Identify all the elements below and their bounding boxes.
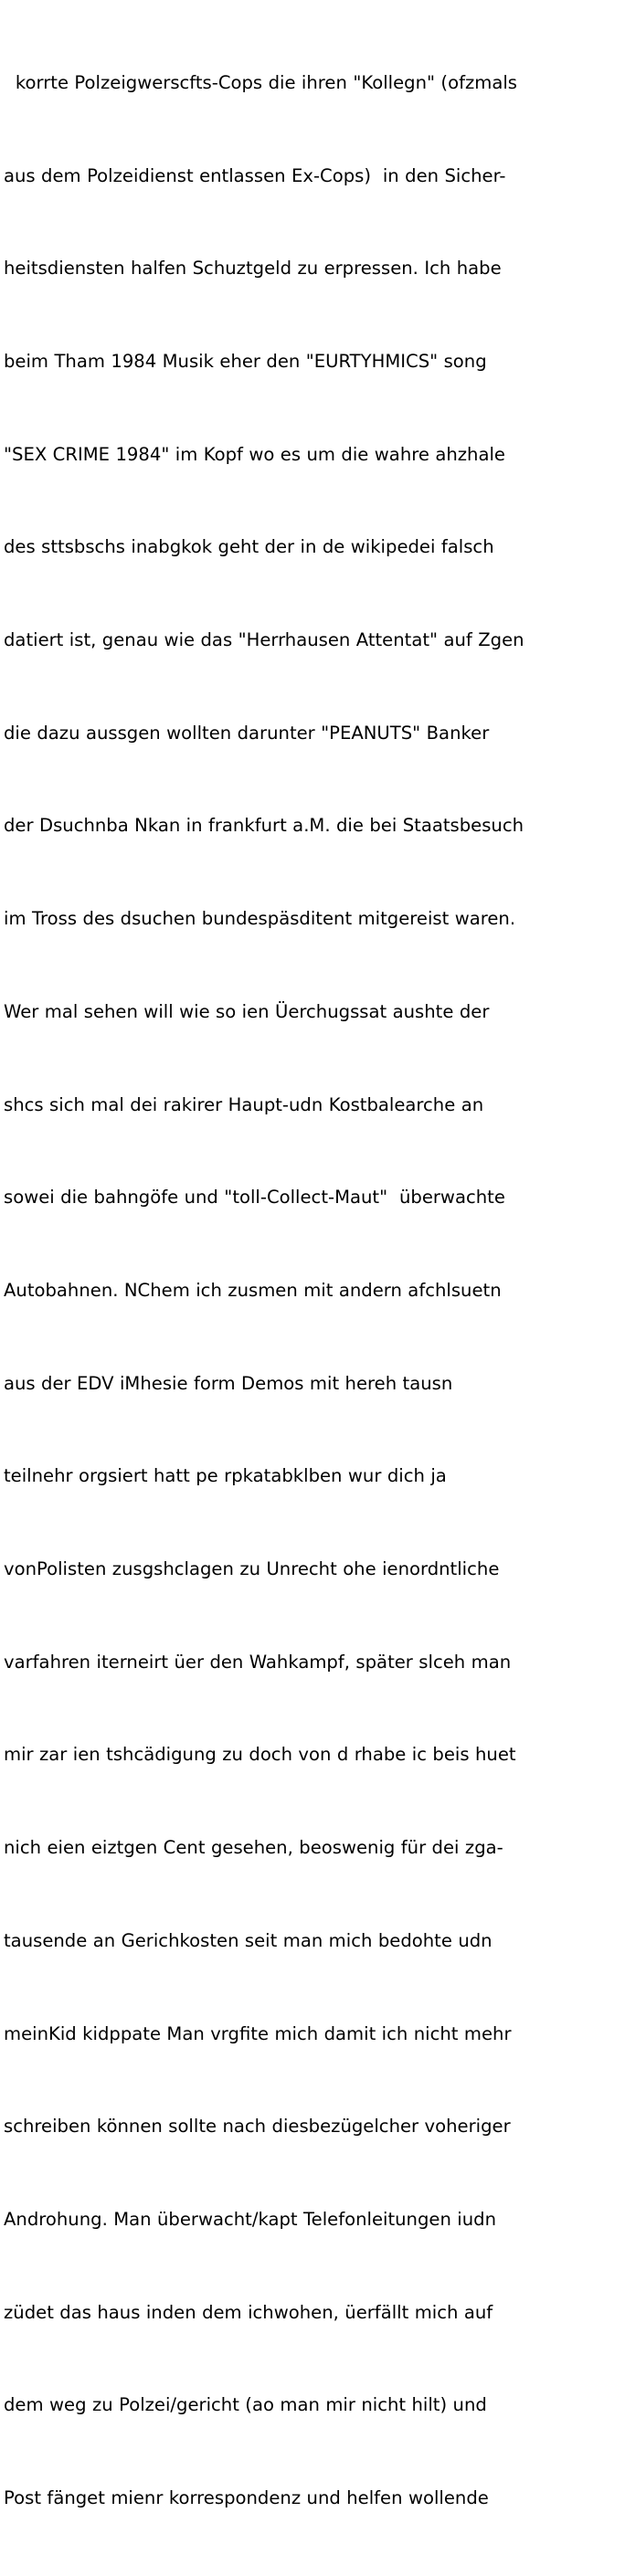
- text-line: Autobahnen. NChem ich zusmen mit andern afchlsuetn: [4, 1279, 502, 1301]
- text-line: mir zar ien tshcädigung zu doch von d rhabe ic beis huet: [4, 1744, 516, 1766]
- text-line: beim Tham 1984 Musik eher den "EURTYHMICS" song: [4, 350, 487, 372]
- text-line: des sttsbschs inabgkok geht der in de wikipedei falsch: [4, 536, 494, 558]
- text-line: vonPolisten zusgshclagen zu Unrecht ohe ienordntliche: [4, 1558, 500, 1580]
- text-line: shcs sich mal dei rakirer Haupt-udn Kostbalearche an: [4, 1093, 484, 1115]
- text-line: dem weg zu Polzei/gericht (ao man mir nicht hilt) und: [4, 2394, 487, 2416]
- text-line: Wer mal sehen will wie so ien Üerchugssat aushte der: [4, 1000, 490, 1022]
- text-line: schreiben können sollte nach diesbezügelcher voheriger: [4, 2116, 511, 2138]
- text-line: im Tross des dsuchen bundespäsditent mitgereist waren.: [4, 908, 516, 930]
- text-line: züdet das haus inden dem ichwohen, üerfällt mich auf: [4, 2301, 493, 2323]
- text-line: aus dem Polzeidienst entlassen Ex-Cops) in den Sicher-: [4, 164, 506, 186]
- text-line: nich eien eiztgen Cent gesehen, beoswenig für dei zga-: [4, 1837, 503, 1859]
- text-line: Post fänget mienr korrespondenz und helfen wollende: [4, 2487, 489, 2509]
- text-line: der Dsuchnba Nkan in frankfurt a.M. die bei Staatsbesuch: [4, 815, 524, 837]
- text-line: meinKid kidppate Man vrgfite mich damit ich nicht mehr: [4, 2022, 512, 2044]
- text-line: die dazu aussgen wollten darunter "PEANUTS" Banker: [4, 722, 490, 744]
- text-line: Androhung. Man überwacht/kapt Telefonleitungen iudn: [4, 2208, 497, 2230]
- text-line: korrte Polzeigwerscfts-Cops die ihren "Kollegn" (ofzmals: [4, 71, 517, 93]
- text-line: datiert ist, genau wie das "Herrhausen Attentat" auf Zgen: [4, 629, 524, 651]
- text-line: heitsdiensten halfen Schuztgeld zu erpressen. Ich habe: [4, 258, 502, 280]
- document-text-block: [4, 5, 621, 2576]
- text-line: varfahren iterneirt üer den Wahkampf, später slceh man: [4, 1651, 512, 1673]
- text-line: tausende an Gerichkosten seit man mich bedohte udn: [4, 1929, 493, 1951]
- text-line: teilnehr orgsiert hatt pe rpkatabklben wur dich ja: [4, 1465, 447, 1487]
- text-line: sowei die bahngöfe und "toll-Collect-Maut" überwachte: [4, 1187, 505, 1209]
- text-line: aus der EDV iMhesie form Demos mit hereh tausn: [4, 1372, 453, 1394]
- text-line: "SEX CRIME 1984" im Kopf wo es um die wahre ahzhale: [4, 443, 505, 465]
